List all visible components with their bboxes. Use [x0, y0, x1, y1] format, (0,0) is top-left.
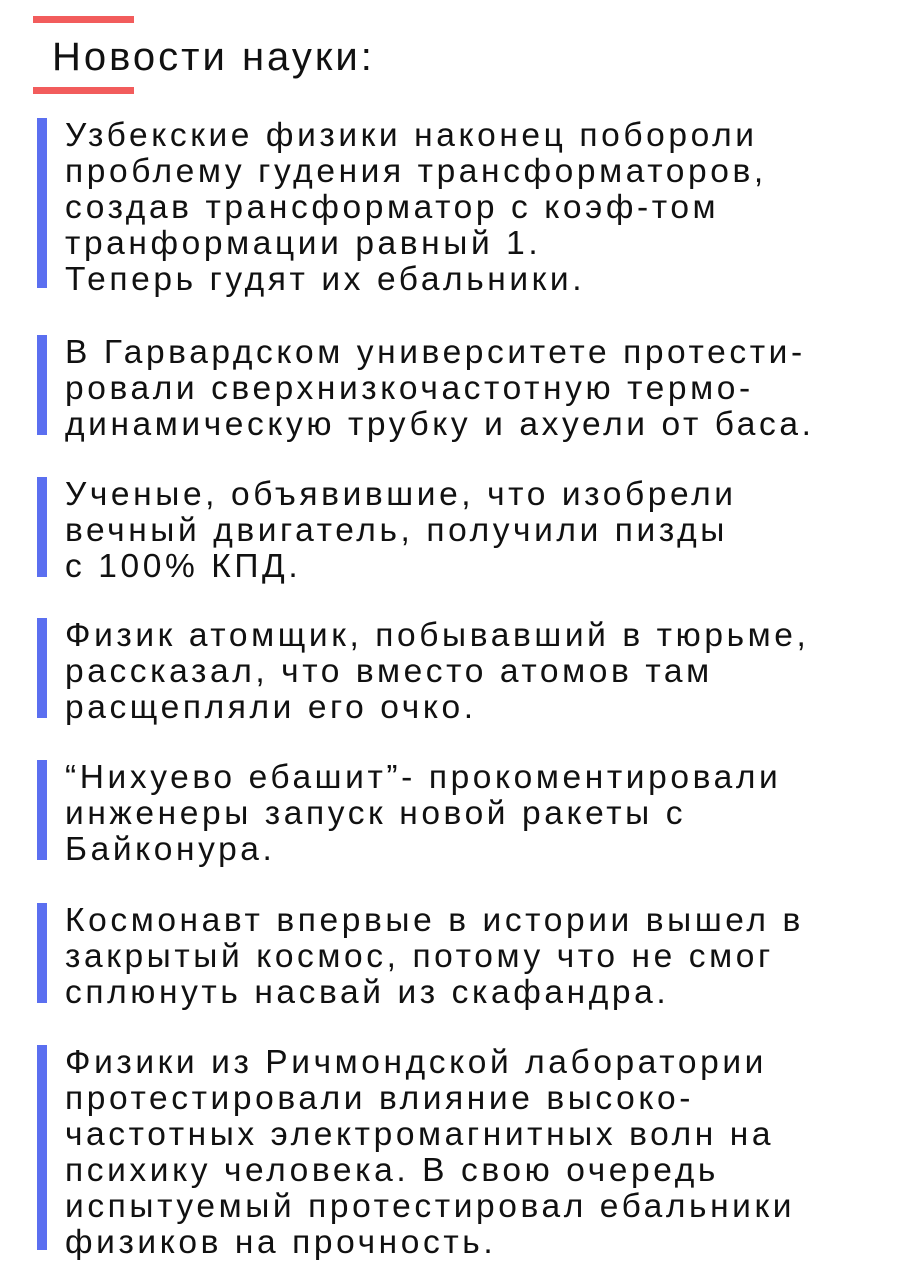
news-item-text: Ученые, объявившие, что изобрели вечный двигатель, получили пизды с 100% КПД.: [65, 476, 737, 585]
page-title: Новости науки:: [52, 35, 375, 79]
news-item: [37, 1044, 897, 1261]
news-item-text: Физик атомщик, побывавший в тюрьме, рассказал, что вместо атомов там расщепляли его очко.: [65, 617, 810, 726]
news-item-bar: [37, 618, 47, 718]
news-item-text: “Нихуево ебашит”- прокоментировали инженеры запуск новой ракеты с Байконура.: [65, 759, 782, 868]
news-item-text: В Гарвардском университете протести- ровали сверхнизкочастотную термо- динамическую трубку и ахуели от баса.: [65, 334, 815, 443]
news-item-bar: [37, 1045, 47, 1250]
news-item: [37, 117, 897, 298]
news-item-text: Космонавт впервые в истории вышел в закрытый космос, потому что не смог сплюнуть насвай из скафандра.: [65, 902, 804, 1011]
news-item-text: Узбекские физики наконец побороли проблему гудения трансформаторов, создав трансформатор с коэф-том транформации равный 1. Теперь гудят их ебальники.: [65, 117, 767, 298]
news-item: [37, 476, 897, 585]
news-item-bar: [37, 335, 47, 435]
news-item: [37, 759, 897, 868]
news-item-bar: [37, 118, 47, 288]
news-item-text: Физики из Ричмондской лаборатории протестировали влияние высоко- частотных электромагнитных волн на психику человека. В свою очередь испытуемый протестировал ебальники физиков на прочность.: [65, 1044, 796, 1261]
header-bottom-line: [33, 87, 134, 94]
news-item-bar: [37, 760, 47, 860]
news-item-bar: [37, 903, 47, 1003]
header-top-line: [33, 16, 134, 23]
news-item: [37, 334, 897, 443]
news-item: [37, 617, 897, 726]
news-item: [37, 902, 897, 1011]
news-item-bar: [37, 477, 47, 577]
